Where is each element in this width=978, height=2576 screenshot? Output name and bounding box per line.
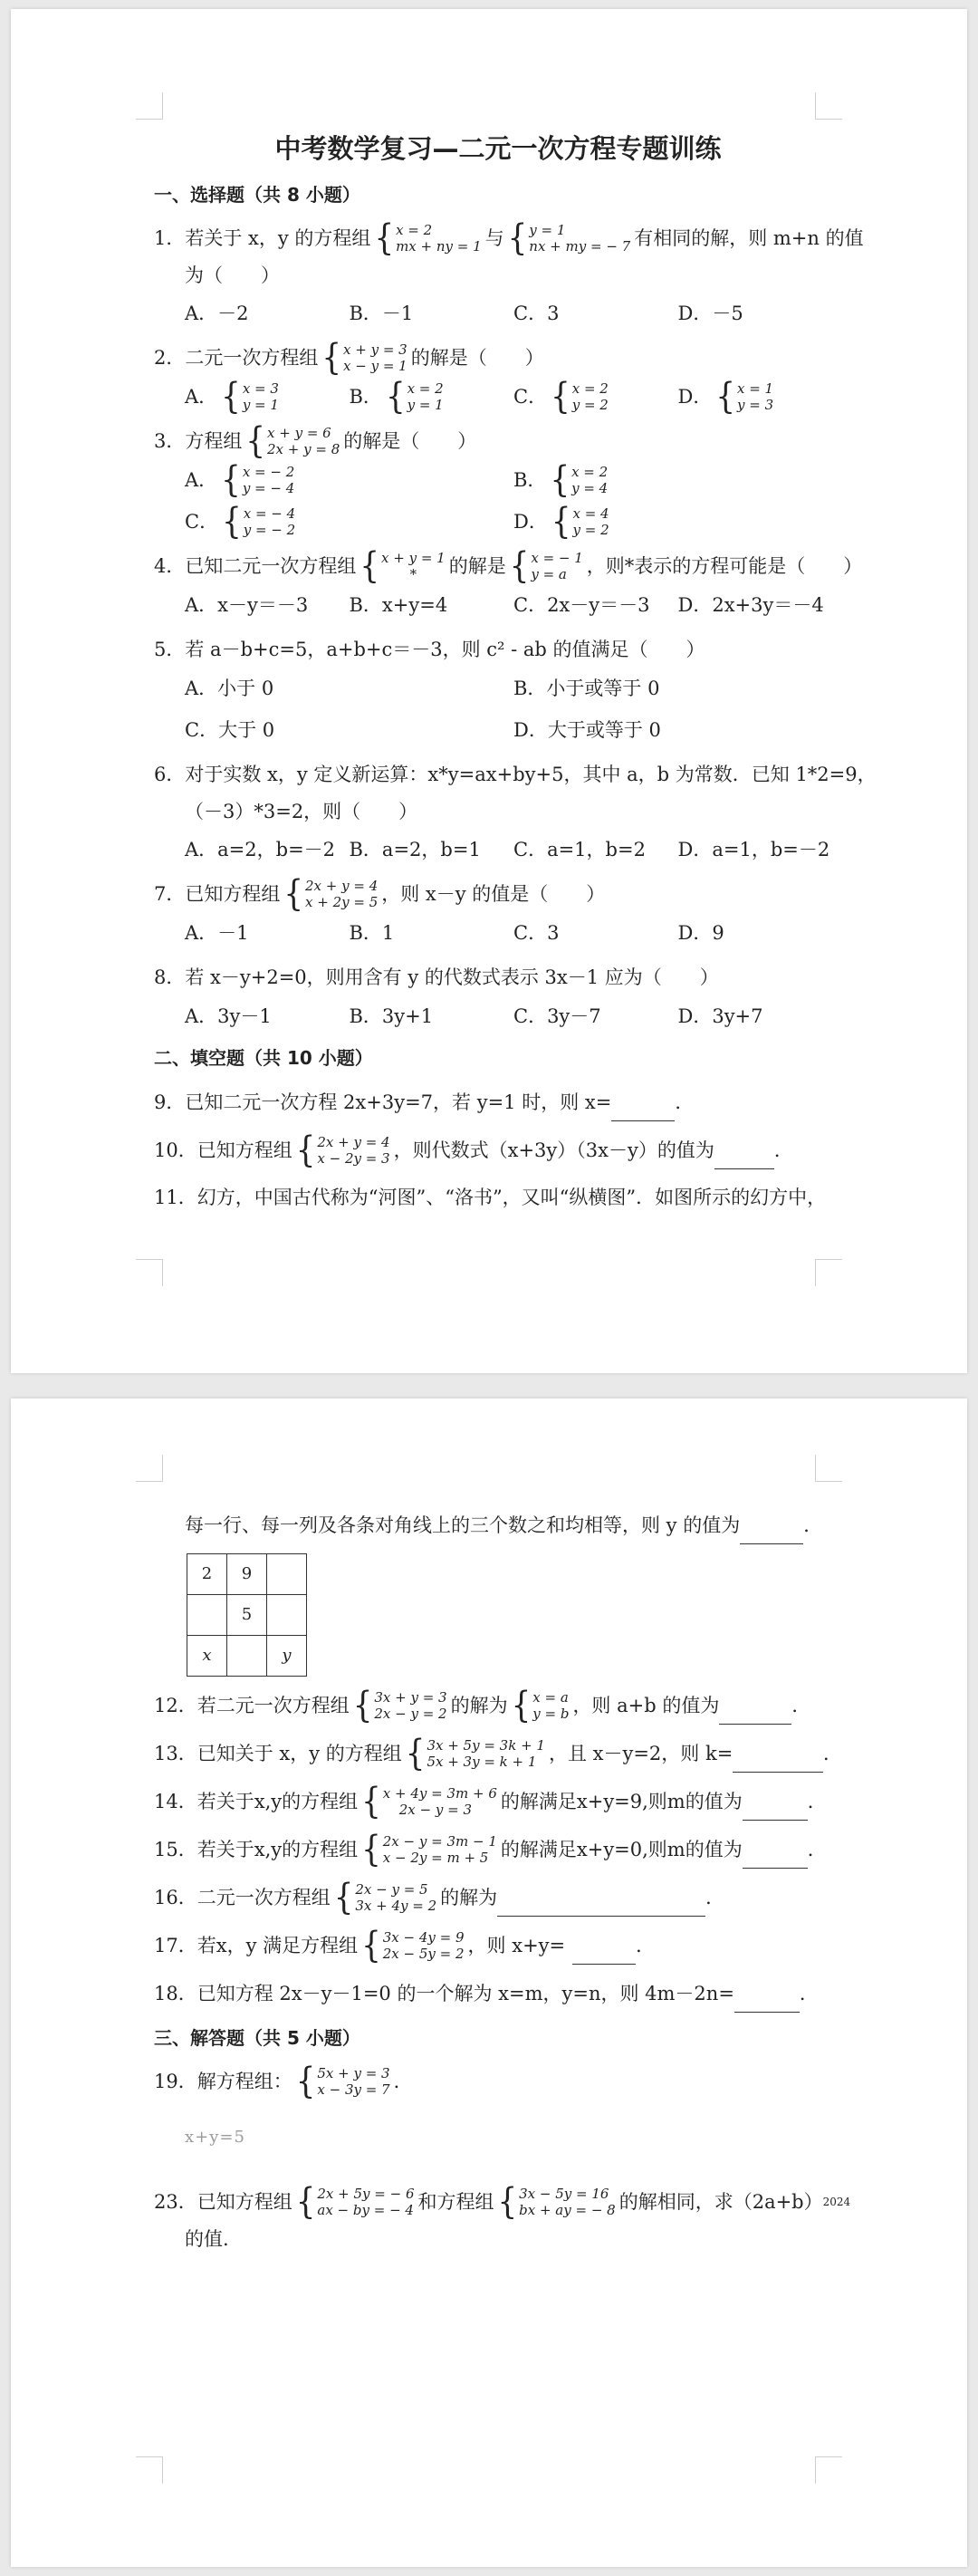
question-text: 二元一次方程组 [185, 347, 319, 369]
option-d[interactable]: D．2x+3y＝－4 [677, 594, 824, 616]
question-text: 的解是（ ） [410, 347, 544, 369]
answer-options [154, 672, 842, 705]
option-c[interactable]: C．3 [513, 303, 560, 324]
option-a[interactable]: A．a=2，b=－2 [185, 839, 336, 860]
answer-blank[interactable] [743, 1830, 808, 1869]
question-text: ，且 x－y=2，则 k= [548, 1742, 734, 1764]
page-corner-mark [136, 1259, 163, 1286]
question-17: 17． 若x，y 满足方程组 { 3x − 4y = 9 2x − 5y = 2 ，则 x+y= ． [154, 1924, 656, 1966]
question-text: 对于实数 x，y 定义新运算：x*y=ax+by+5，其中 a，b 为常数．已知 1*2=9， [185, 764, 877, 785]
option-b[interactable]: B．a=2，b=1 [349, 839, 481, 860]
question-text: 方程组 [185, 430, 243, 452]
option-a[interactable]: A．－2 [185, 303, 249, 324]
question-text: 已知关于 x，y 的方程组 [197, 1742, 402, 1764]
answer-blank[interactable] [734, 1974, 800, 2013]
option-c[interactable]: C．大于 0 [185, 719, 275, 741]
question-text: 若关于 x，y 的方程组 [185, 227, 371, 249]
grid-cell [227, 1636, 267, 1677]
question-7 [154, 875, 842, 949]
question-text: 已知方程组 [185, 883, 281, 905]
question-number: 13． [154, 1742, 197, 1764]
question-text: 有相同的解，则 m+n 的值 [634, 227, 864, 249]
equation-system: { 3x − 4y = 9 2x − 5y = 2 [361, 1924, 465, 1966]
grid-cell: 9 [227, 1554, 267, 1595]
question-9: 9． 已知二元一次方程 2x+3y=7，若 y=1 时，则 x= ． [154, 1082, 842, 1121]
question-text: 已知二元一次方程组 [185, 555, 357, 577]
question-text: 已知方程组 [197, 2191, 292, 2213]
answer-options [154, 501, 842, 543]
question-number: 12． [154, 1694, 197, 1716]
question-number: 3． [154, 430, 186, 452]
question-13: 13． 已知关于 x，y 的方程组 { 3x + 5y = 3k + 1 5x + 3y = k + 1 ，且 x－y=2，则 k= ． [154, 1732, 842, 1774]
answer-options [154, 714, 842, 746]
section-heading-solve: 三、解答题（共 5 小题） [154, 2027, 360, 2049]
question-text: 已知方程组 [197, 1139, 292, 1161]
option-c[interactable]: C．2x－y＝－3 [513, 594, 650, 616]
grid-cell: 2 [187, 1554, 227, 1595]
answer-blank[interactable] [743, 1782, 808, 1821]
answer-options [154, 917, 842, 949]
equation-system: { x + y = 3 x − y = 1 [321, 337, 408, 379]
question-number: 9． [154, 1091, 186, 1113]
page-corner-mark [815, 2456, 842, 2484]
question-15: 15． 若关于x,y的方程组 { 2x − y = 3m − 1 x − 2y = m + 5 的解满足x+y=0,则m的值为 ． [154, 1828, 827, 1870]
question-text: 的解满足x+y=9,则m的值为 [500, 1790, 743, 1812]
answer-options [154, 459, 842, 501]
option-d[interactable]: D．9 [677, 922, 724, 944]
option-b[interactable]: B． { x = 2 y = 1 [349, 376, 444, 418]
option-d[interactable]: D．a=1，b=－2 [677, 839, 830, 860]
question-number: 18． [154, 1982, 197, 2004]
exponent: 2024 [822, 2196, 851, 2208]
option-a[interactable]: A．3y－1 [185, 1005, 272, 1027]
question-text: ，则*表示的方程可能是（ ） [586, 555, 863, 577]
equation-system: { x + 4y = 3m + 6 2x − y = 3 [361, 1780, 497, 1822]
question-number: 2． [154, 347, 186, 369]
section-heading-fill: 二、填空题（共 10 小题） [154, 1047, 373, 1069]
section-heading-choice: 一、选择题（共 8 小题） [154, 184, 360, 206]
question-number: 15． [154, 1838, 197, 1860]
answer-blank[interactable] [497, 1878, 705, 1917]
question-text: 二元一次方程组 [197, 1886, 331, 1908]
question-text: 与 [484, 227, 504, 249]
question-text: （－3）*3=2，则（ ） [185, 801, 418, 822]
question-text: 若 x－y+2=0，则用含有 y 的代数式表示 3x－1 应为（ ） [185, 966, 719, 988]
question-text: ，则 x+y= [467, 1934, 566, 1956]
grid-cell: x [187, 1636, 227, 1677]
option-b[interactable]: B．x+y=4 [349, 594, 448, 616]
equation-system: { y = 1 nx + my = − 7 [507, 217, 631, 259]
question-number: 1． [154, 227, 186, 249]
answer-blank[interactable] [740, 1505, 803, 1544]
option-d[interactable]: D．－5 [677, 303, 743, 324]
equation-system: { 3x + y = 3 2x − y = 2 [352, 1684, 447, 1726]
answer-blank[interactable] [719, 1686, 791, 1725]
question-text: 和方程组 [417, 2191, 494, 2213]
grid-cell [267, 1595, 307, 1636]
equation-system: { 3x + 5y = 3k + 1 5x + 3y = k + 1 [405, 1732, 545, 1774]
page-corner-mark [815, 1259, 842, 1286]
question-number: 10． [154, 1139, 197, 1161]
grid-cell [267, 1554, 307, 1595]
option-d[interactable]: D． { x = 4 y = 2 [513, 501, 609, 543]
question-number: 14． [154, 1790, 197, 1812]
equation-system: { x = a y = b [511, 1684, 570, 1726]
question-number: 8． [154, 966, 186, 988]
question-23 [154, 2181, 851, 2257]
answer-blank[interactable] [572, 1926, 636, 1965]
option-c[interactable]: C． { x = − 4 y = − 2 [185, 501, 296, 543]
option-b[interactable]: B． { x = 2 y = 4 [513, 459, 609, 501]
page-title: 中考数学复习—二元一次方程专题训练 [274, 133, 722, 164]
question-10: 10． 已知方程组 { 2x + y = 4 x − 2y = 3 ，则代数式（x+3y）（3x－y）的值为 ． [154, 1129, 793, 1171]
question-number: 17． [154, 1934, 197, 1956]
option-b[interactable]: B．小于或等于 0 [513, 678, 660, 699]
page-corner-mark [136, 1455, 163, 1482]
equation-system: { x + y = 6 2x + y = 8 [245, 420, 340, 462]
equation-system: { x = − 1 y = a [509, 545, 583, 587]
equation-system: { 2x − y = 3m − 1 x − 2y = m + 5 [361, 1828, 497, 1870]
question-text: 幻方，中国古代称为“河图”、“洛书”，又叫“纵横图”．如图所示的幻方中， [197, 1187, 827, 1208]
question-text: 每一行、每一列及各条对角线上的三个数之和均相等，则 y 的值为 [185, 1514, 741, 1536]
answer-options [154, 1000, 842, 1033]
question-number: 11． [154, 1187, 197, 1208]
question-text: 的解满足x+y=0,则m的值为 [500, 1838, 743, 1860]
question-text: 的解是 [448, 555, 506, 577]
question-number: 6． [154, 764, 186, 785]
question-text: 若关于x,y的方程组 [197, 1790, 359, 1812]
question-19 [154, 2062, 842, 2100]
option-d[interactable]: D．大于或等于 0 [513, 719, 661, 741]
grid-cell: y [267, 1636, 307, 1677]
page-corner-mark [136, 92, 163, 120]
grid-cell: 5 [227, 1595, 267, 1636]
option-b[interactable]: B．－1 [349, 303, 414, 324]
question-number: 16． [154, 1886, 197, 1908]
grid-cell [187, 1595, 227, 1636]
question-number: 19． [154, 2071, 197, 2092]
answer-options [154, 297, 842, 330]
option-c[interactable]: C．3 [513, 922, 560, 944]
question-text: ，则 a+b 的值为 [572, 1694, 720, 1716]
question-2 [154, 337, 842, 418]
option-c[interactable]: C．a=1，b=2 [513, 839, 646, 860]
page-corner-mark [136, 2456, 163, 2484]
question-number: 7． [154, 883, 186, 905]
option-d[interactable]: D． { x = 1 y = 3 [677, 376, 774, 418]
question-text: 为（ ） [185, 264, 280, 286]
question-text: 的值. [185, 2228, 229, 2250]
question-3 [154, 420, 842, 543]
option-a[interactable]: A． { x = 3 y = 1 [185, 376, 279, 418]
equation-system: { 2x − y = 5 3x + 4y = 2 [333, 1876, 437, 1918]
option-c[interactable]: C． { x = 2 y = 2 [513, 376, 609, 418]
question-1 [154, 217, 864, 330]
option-b[interactable]: B．3y+1 [349, 1005, 434, 1027]
equation-system: { x + y = 1 * [360, 545, 446, 587]
question-text: 的解是（ ） [343, 430, 477, 452]
question-6 [154, 755, 877, 866]
option-b[interactable]: B．1 [349, 922, 395, 944]
question-text: ，则代数式（x+3y）（3x－y）的值为 [393, 1139, 714, 1161]
question-text: 的解为 [440, 1886, 498, 1908]
question-text: 若 a－b+c=5，a+b+c＝－3，则 c² - ab 的值满足（ ） [185, 639, 705, 660]
question-text: 的解为 [450, 1694, 508, 1716]
faint-remnant-text: x+y=5 [185, 2128, 245, 2147]
question-11 [154, 1178, 842, 1216]
equation-system: { x = 2 mx + ny = 1 [374, 217, 482, 259]
option-a[interactable]: A．小于 0 [185, 678, 274, 699]
answer-blank[interactable] [733, 1734, 823, 1773]
question-number: 5． [154, 639, 186, 660]
answer-blank[interactable] [611, 1082, 675, 1121]
question-text: 已知方程 2x－y－1=0 的一个解为 x=m，y=n，则 4m－2n= [197, 1982, 734, 2004]
question-text: 已知二元一次方程 2x+3y=7，若 y=1 时，则 x= [185, 1091, 612, 1113]
option-a[interactable]: A． { x = − 2 y = − 4 [185, 459, 295, 501]
question-11-continued: 每一行、每一列及各条对角线上的三个数之和均相等，则 y 的值为 ． 2 9 5 x y [154, 1505, 842, 1677]
page-2-content [154, 1505, 851, 2266]
page-1-content [154, 129, 877, 1226]
question-number: 23． [154, 2191, 197, 2213]
answer-blank[interactable] [714, 1130, 774, 1169]
question-text: 若二元一次方程组 [197, 1694, 350, 1716]
question-text: 的解相同，求（2a+b） [618, 2191, 823, 2213]
question-12: 12． 若二元一次方程组 { 3x + y = 3 2x − y = 2 的解为 { x = a y = b ，则 a+b 的值为 ． [154, 1684, 811, 1726]
answer-options [154, 376, 842, 418]
document-page-1 [11, 9, 967, 1373]
magic-square-grid [187, 1553, 307, 1677]
equation-system: { 2x + y = 4 x − 2y = 3 [295, 1129, 390, 1171]
question-text: ，则 x－y 的值是（ ） [381, 883, 606, 905]
option-d[interactable]: D．3y+7 [677, 1005, 763, 1027]
equation-system: { 2x + 5y = − 6 ax − by = − 4 [295, 2181, 415, 2223]
question-8 [154, 958, 842, 1033]
option-a[interactable]: A．－1 [185, 922, 249, 944]
equation-system: { 2x + y = 4 x + 2y = 5 [283, 873, 379, 915]
question-text: 若关于x,y的方程组 [197, 1838, 359, 1860]
question-5 [154, 630, 842, 746]
option-c[interactable]: C．3y－7 [513, 1005, 601, 1027]
question-16: 16． 二元一次方程组 { 2x − y = 5 3x + 4y = 2 的解为 ． [154, 1876, 725, 1918]
page-corner-mark [815, 92, 842, 120]
option-a[interactable]: A．x－y＝－3 [185, 594, 309, 616]
equation-system: { 5x + y = 3 x − 3y = 7 [295, 2061, 390, 2102]
equation-system: { 3x − 5y = 16 bx + ay = − 8 [497, 2181, 616, 2223]
question-number: 4． [154, 555, 186, 577]
page-corner-mark [815, 1455, 842, 1482]
question-4 [154, 545, 863, 621]
question-text: 若x，y 满足方程组 [197, 1934, 359, 1956]
document-page-2 [11, 1399, 967, 2567]
question-text: ． [393, 2071, 413, 2092]
question-text: 解方程组： [197, 2071, 292, 2092]
answer-options [154, 833, 842, 866]
question-18: 18． 已知方程 2x－y－1=0 的一个解为 x=m，y=n，则 4m－2n= ． [154, 1974, 842, 2013]
answer-options [154, 589, 842, 621]
question-14: 14． 若关于x,y的方程组 { x + 4y = 3m + 6 2x − y = 3 的解满足x+y=9,则m的值为 ． [154, 1780, 827, 1822]
